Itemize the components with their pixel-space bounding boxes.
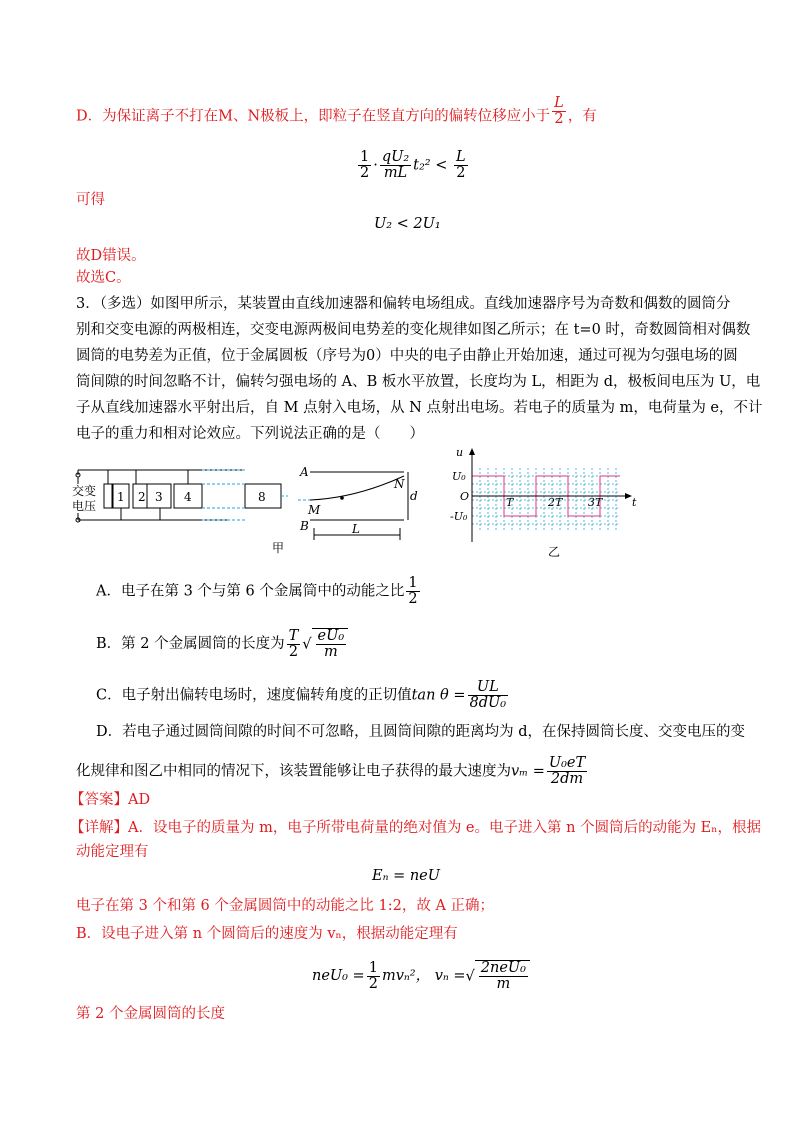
minus-u0-label: -U₀: [450, 510, 468, 523]
tick-3t-label: 3T: [588, 496, 603, 509]
option-b-frac-num: T: [288, 627, 299, 644]
detail-line-5: 第 2 个金属圆筒的长度: [76, 1006, 225, 1022]
tick-2t-label: 2T: [548, 496, 563, 509]
kede: 可得: [76, 192, 105, 208]
option-b-rad-den: m: [323, 644, 338, 660]
option-a-den: 2: [408, 591, 418, 607]
tube-0-plate: [104, 484, 112, 508]
equation-3: Eₙ = neU: [372, 868, 440, 884]
origin-label: O: [460, 490, 470, 503]
figure-yi: [448, 446, 638, 546]
eq1-den: mL: [383, 165, 408, 181]
eq4-lhs: neU₀ =: [312, 968, 365, 984]
frac-den: 2: [554, 111, 564, 127]
tube-2-label: 2: [138, 490, 146, 504]
option-c-tan: tan θ =: [411, 687, 466, 704]
eq1-t: t₂²: [413, 157, 431, 174]
equation-1: $\frac{1}{2}$ · $\frac{\text{qU₂}}{mL}$ t₂² < $\frac{L}{2}$: [360, 149, 466, 181]
equation-2: U₂ < 2U₁: [374, 216, 441, 232]
frac-num: L: [554, 95, 564, 111]
q3-line-3: 圆筒的电势差为正值，位于金属圆板（序号为0）中央的电子由静止开始加速，通过可视为匀强电场的圆: [76, 348, 738, 364]
point-n-label: N: [394, 477, 405, 491]
solution-line-d: [76, 95, 597, 127]
option-d-num: U₀eT: [548, 755, 586, 771]
detail-line-1: 【详解】A．设电子的质量为 m，电子所带电荷量的绝对值为 e。电子进入第 n 个圆筒后的动能为 Eₙ，根据: [70, 820, 762, 836]
tube-3-label: 3: [155, 490, 163, 504]
caption-jia: 甲: [272, 541, 285, 555]
eq4-num: 2neU₀: [480, 960, 526, 976]
line-d-text: D．为保证离子不打在M、N极板上，即粒子在竖直方向的偏转位移应小于: [76, 108, 551, 125]
power-label-2: 电压: [72, 499, 97, 513]
equation-4: neU₀ = $\frac{1}{2}$ mvₙ²， vₙ =√ $\frac{\text{2neU₀}}{m}$: [312, 960, 530, 992]
eq1-num: qU₂: [381, 149, 410, 165]
tube-1-label: 1: [117, 490, 125, 504]
detail-line-2: 动能定理有: [76, 844, 149, 860]
choose-c: 故选C。: [76, 270, 131, 286]
option-c-num: UL: [468, 680, 509, 696]
line-d-suffix: ，有: [567, 108, 597, 125]
option-d-line-2: [76, 756, 589, 787]
option-a-num: 1: [408, 575, 418, 591]
power-label-1: 交变: [72, 484, 97, 498]
eq4-vn: vₙ =: [434, 968, 466, 984]
u0-label: U₀: [452, 470, 466, 483]
option-c: [96, 680, 510, 711]
eq1-one: 1: [360, 149, 370, 165]
option-d-vm: vₘ =: [511, 763, 545, 780]
option-b-rad-num: eU₀: [317, 628, 345, 644]
option-b-frac-den: 2: [288, 643, 299, 660]
q3-line-2: 别和交变电源的两极相连，交变电源两极间电势差的变化规律如图乙所示；在 t=0 时，奇数圆筒相对偶数: [76, 322, 751, 338]
detail-line-3: 电子在第 3 个和第 6 个金属圆筒中的动能之比 1:2，故 A 正确；: [76, 898, 495, 914]
eq1-rnum: L: [456, 149, 466, 165]
d-wrong: 故D错误。: [76, 248, 146, 264]
option-b: B．第 2 个金属圆筒的长度为 $\frac{T}{2}$ √ $\frac{\text{eU₀}}{m}$: [96, 628, 348, 660]
eq1-lt: <: [435, 157, 448, 174]
figure-jia: [70, 458, 290, 558]
q3-line-5: 子从直线加速器水平射出后，自 M 点射入电场，从 N 点射出电场。若电子的质量为 m，电荷量为 e，不计: [76, 400, 763, 416]
plate-b-label: B: [300, 519, 309, 533]
q3-line-1: 3．（多选）如图甲所示，某装置由直线加速器和偏转电场组成。直线加速器序号为奇数和偶数的圆筒分: [76, 296, 731, 312]
option-a-text: A．电子在第 3 个与第 6 个金属筒中的动能之比: [96, 583, 405, 600]
eq4-two: 2: [368, 975, 378, 992]
option-d-den: 2dm: [550, 771, 584, 787]
figure-deflection: [296, 458, 426, 548]
eq4-den: m: [496, 976, 511, 992]
eq4-one: 1: [368, 959, 378, 976]
answer: 【答案】AD: [70, 792, 151, 808]
eq1-two: 2: [360, 165, 370, 181]
caption-yi: 乙: [548, 545, 561, 559]
eq4-mv: mvₙ²，: [381, 968, 431, 984]
tube-4-label: 4: [184, 490, 192, 504]
option-d-line-1: D．若电子通过圆筒间隙的时间不可忽略，且圆筒间隙的距离均为 d，在保持圆筒长度、交变电压的变: [96, 724, 746, 740]
tick-t-label: T: [506, 496, 514, 509]
option-c-text: C．电子射出偏转电场时，速度偏转角度的正切值: [96, 687, 412, 704]
axis-t-label: t: [632, 496, 637, 509]
distance-d-label: d: [410, 489, 418, 503]
axis-u-label: u: [456, 446, 464, 459]
option-d-text: 化规律和图乙中相同的情况下，该装置能够让电子获得的最大速度为: [76, 763, 511, 780]
eq1-rden: 2: [456, 165, 466, 181]
tube-8-label: 8: [258, 490, 266, 504]
option-a: [96, 576, 422, 607]
option-b-text: B．第 2 个金属圆筒的长度为: [96, 636, 285, 652]
length-l-label: L: [352, 522, 360, 536]
q3-line-4: 筒间隙的时间忽略不计，偏转匀强电场的 A、B 板水平放置，长度均为 L，相距为 d，极板间电压为 U，电: [76, 374, 761, 390]
q3-line-6: 电子的重力和相对论效应。下列说法正确的是（ ）: [76, 426, 424, 442]
detail-line-4: B．设电子进入第 n 个圆筒后的速度为 vₙ，根据动能定理有: [76, 926, 458, 942]
option-c-den: 8dU₀: [469, 695, 507, 711]
plate-a-label: A: [300, 465, 309, 479]
point-m-label: M: [308, 503, 321, 517]
